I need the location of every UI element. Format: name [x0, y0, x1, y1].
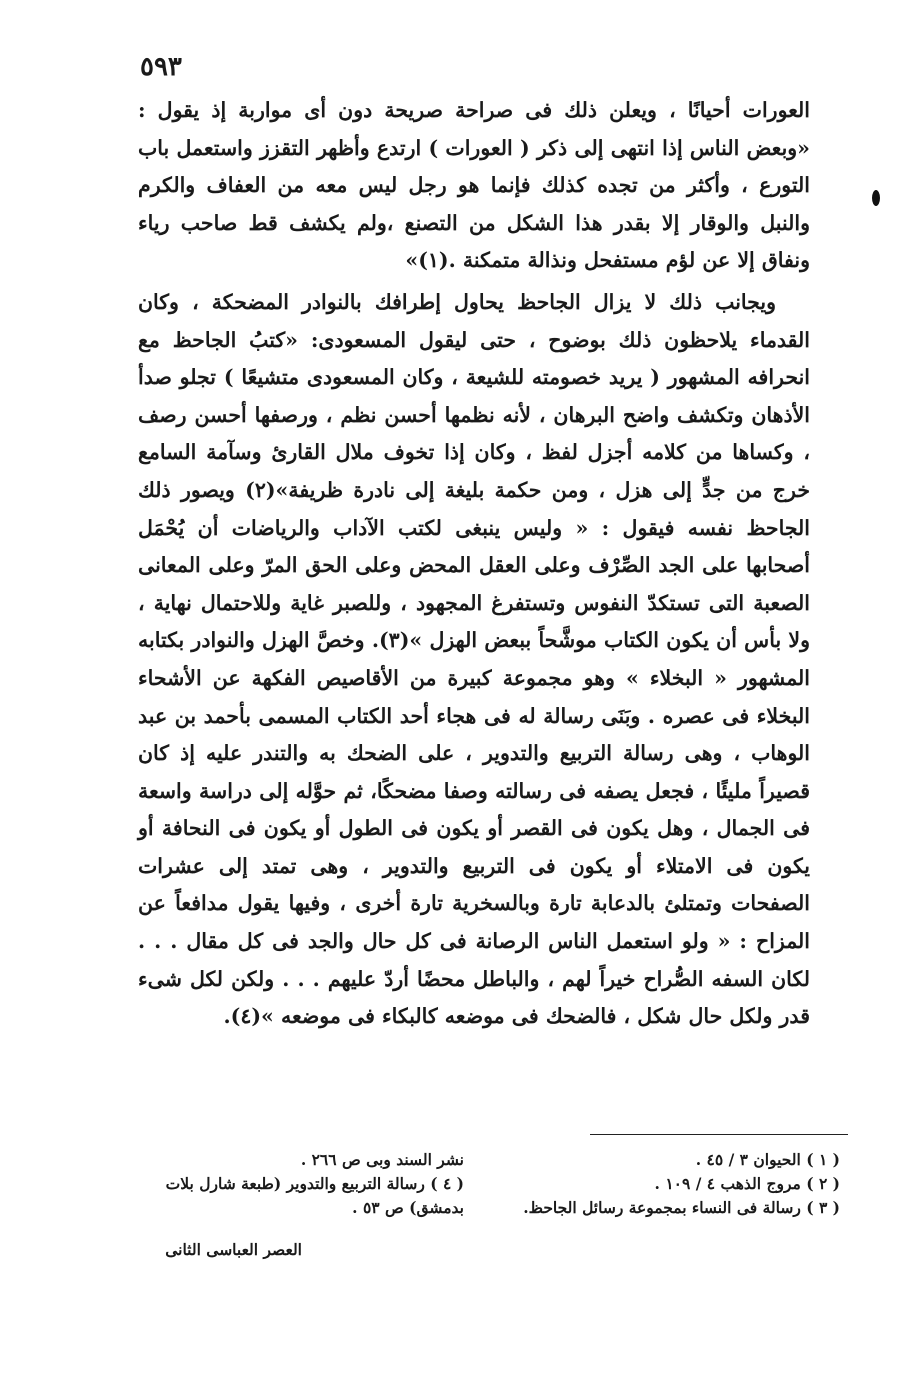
footnotes-left-column [164, 1148, 464, 1220]
page-number: ٥٩٣ [140, 52, 182, 82]
main-text [138, 92, 810, 1036]
footnote-divider [590, 1134, 848, 1135]
paragraph-1: العورات أحيانًا ، ويعلن ذلك فى صراحة صريحة دون أى مواربة إذ يقول : «وبعض الناس إذا انتهى إلى ذكر ( العورات ) ارتدع وأظهر التقزز واستعمل باب التورع ، وأكثر من تجده كذلك فإنما هو رجل ليس معه من العفاف والكرم والنبل والوقار إلا بقدر هذا الشكل من التصنع ،ولم يكشف قط صاحب رياء ونفاق إلا عن لؤم مستفحل ونذالة متمكنة .(١)» [138, 98, 810, 273]
margin-ink-mark [872, 190, 880, 206]
footnote-4: ( ٤ ) رسالة التربيع والتدوير (طبعة شارل بلات بدمشق) ص ٥٣ . [165, 1174, 464, 1217]
footnote-3-continuation: نشر السند وبى ص ٢٦٦ . [300, 1150, 464, 1169]
footnotes-right-column [523, 1148, 840, 1220]
footnote-3: ( ٣ ) رسالة فى النساء بمجموعة رسائل الجاحظ. [523, 1198, 840, 1217]
footnote-2: ( ٢ ) مروج الذهب ٤ / ١٠٩ . [654, 1174, 840, 1193]
running-footer-title: العصر العباسى الثانى [165, 1240, 302, 1259]
paragraph-2: ويجانب ذلك لا يزال الجاحظ يحاول إطرافك بالنوادر المضحكة ، وكان القدماء يلاحظون ذلك بوضوح ، حتى ليقول المسعودى: «كتبُ الجاحظ مع انحرافه المشهور ( يريد خصومته للشيعة ، وكان المسعودى متشيعًا ) تجلو صدأ الأذهان وتكشف واضح البرهان ، لأنه نظمها أحسن نظم ، ورصفها أحسن رصف ، وكساها من كلامه أجزل لفظ ، وكان إذا تخوف ملال القارئ وسآمة السامع خرج من جدٍّ إلى هزل ، ومن حكمة بليغة إلى نادرة ظريفة»(٢) ويصور ذلك الجاحظ نفسه فيقول : « وليس ينبغى لكتب الآداب والرياضات أن يُحْمَل أصحابها على الجد الصِّرْف وعلى العقل المحض وعلى الحق المرّ وعلى المعانى الصعبة التى تستكدّ النفوس وتستفرغ المجهود ، وللصبر غاية وللاحتمال نهاية ، ولا بأس أن يكون الكتاب موشَّحاً ببعض الهزل »(٣). وخصَّ الهزل والنوادر بكتابه المشهور « البخلاء » وهو مجموعة كبيرة من الأقاصيص الفكهة عن الأشحاء البخلاء فى عصره . وبَنَى رسالة له فى هجاء أحد الكتاب المسمى بأحمد بن عبد الوهاب ، وهى رسالة التربيع والتدوير ، على الضحك به والتندر عليه إذ كان قصيراً مليئًا ، فجعل يصفه فى رسالته وصفا مضحكًا، ثم حوَّله إلى دراسة واسعة فى الجمال ، وهل يكون فى القصر أو يكون فى الطول أو يكون فى النحافة أو يكون فى الامتلاء أو يكون فى التربيع والتدوير ، وهى تمتد إلى عشرات الصفحات وتمتلئ بالدعابة تارة وبالسخرية تارة أخرى ، وفيها يقول مدافعاً عن المزاح : « ولو استعمل الناس الرصانة فى كل حال والجد فى كل مقال . . . لكان السفه الصُّراح خيراً لهم ، والباطل محضًا أردّ عليهم . . . ولكن لكل شىء قدر ولكل حال شكل ، فالضحك فى موضعه كالبكاء فى موضعه »(٤). [138, 289, 810, 1029]
footnote-1: ( ١ ) الحيوان ٣ / ٤٥ . [695, 1150, 840, 1169]
